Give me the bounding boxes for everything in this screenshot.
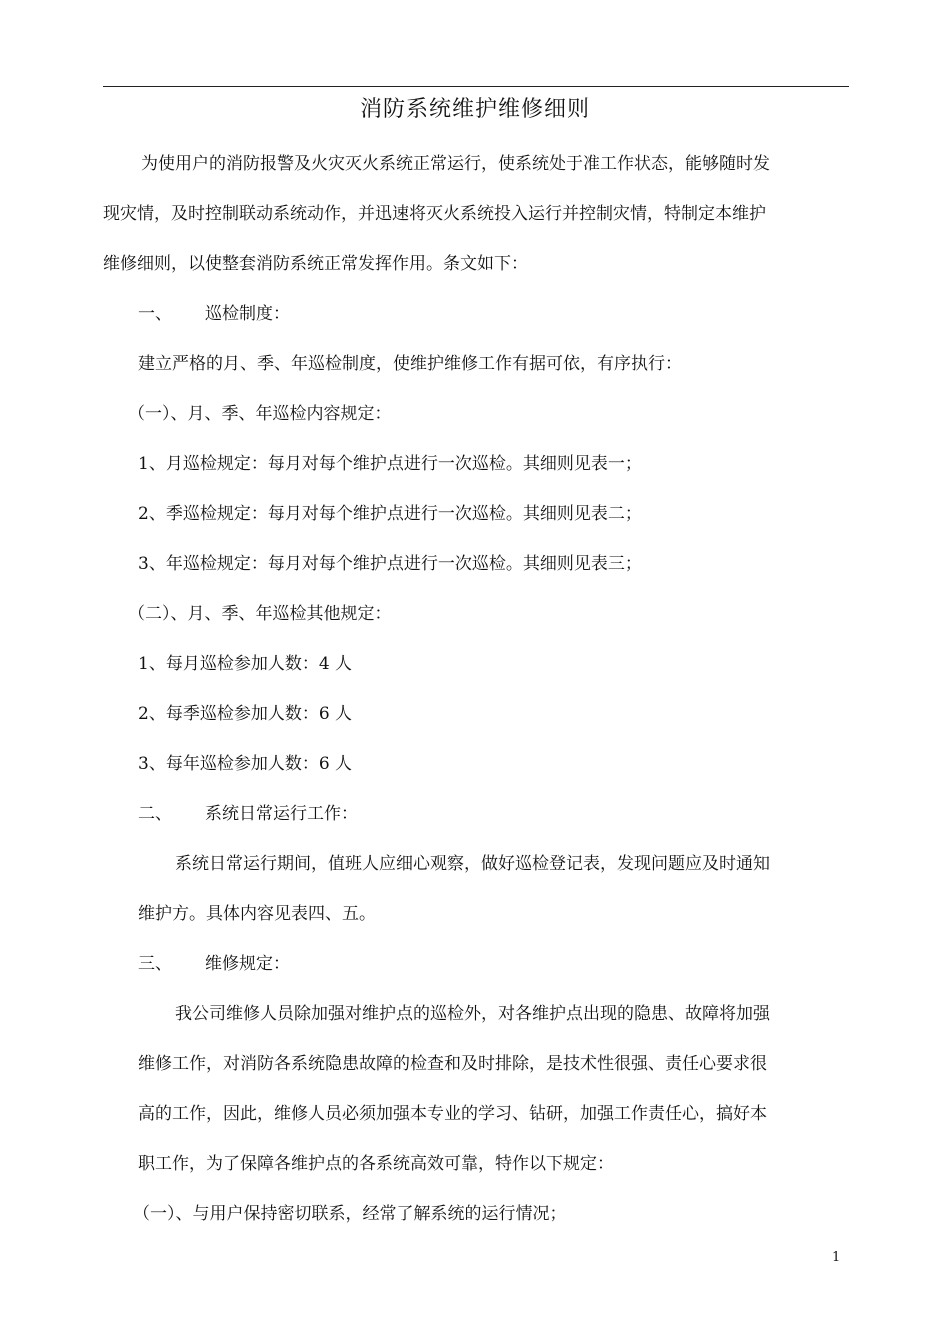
para-intro-line-1: 为使用户的消防报警及火灾灭火系统正常运行，使系统处于准工作状态，能够随时发 <box>141 154 770 174</box>
item-annual-headcount: 3、每年巡检参加人数：6 人 <box>138 754 353 774</box>
para-intro-line-2: 现灾情，及时控制联动系统动作，并迅速将灭火系统投入运行并控制灾情，特制定本维护 <box>103 204 766 224</box>
section-1-intro: 建立严格的月、季、年巡检制度，使维护维修工作有据可依，有序执行： <box>138 354 682 374</box>
section-1-number: 一、 <box>138 304 172 324</box>
item-monthly-inspection: 1、月巡检规定：每月对每个维护点进行一次巡检。其细则见表一； <box>138 454 642 474</box>
section-3-body-line-4: 职工作，为了保障各维护点的各系统高效可靠，特作以下规定： <box>138 1154 614 1174</box>
section-3-body-line-1: 我公司维修人员除加强对维护点的巡检外，对各维护点出现的隐患、故障将加强 <box>175 1004 770 1024</box>
section-2-body-line-1: 系统日常运行期间，值班人应细心观察，做好巡检登记表，发现问题应及时通知 <box>175 854 770 874</box>
section-2-body-line-2: 维护方。具体内容见表四、五。 <box>138 904 376 924</box>
page-number: 1 <box>832 1250 841 1265</box>
item-monthly-headcount: 1、每月巡检参加人数：4 人 <box>138 654 353 674</box>
section-3-body-line-3: 高的工作，因此，维修人员必须加强本专业的学习、钻研，加强工作责任心，搞好本 <box>138 1104 767 1124</box>
section-3-heading: 维修规定： <box>205 954 290 974</box>
section-2-heading: 系统日常运行工作： <box>205 804 358 824</box>
section-1-heading: 巡检制度： <box>205 304 290 324</box>
section-3-subsection-1: （一）、与用户保持密切联系，经常了解系统的运行情况； <box>133 1204 567 1224</box>
section-3-number: 三、 <box>138 954 172 974</box>
item-quarterly-headcount: 2、每季巡检参加人数：6 人 <box>138 704 353 724</box>
document-title: 消防系统维护维修细则 <box>359 97 590 122</box>
para-intro-line-3: 维修细则，以使整套消防系统正常发挥作用。条文如下： <box>103 254 528 274</box>
header-rule <box>103 86 849 87</box>
section-2-number: 二、 <box>138 804 172 824</box>
item-quarterly-inspection: 2、季巡检规定：每月对每个维护点进行一次巡检。其细则见表二； <box>138 504 642 524</box>
subsection-1-heading: （一）、月、季、年巡检内容规定： <box>128 404 392 424</box>
subsection-2-heading: （二）、月、季、年巡检其他规定： <box>128 604 392 624</box>
item-annual-inspection: 3、年巡检规定：每月对每个维护点进行一次巡检。其细则见表三； <box>138 554 642 574</box>
section-3-body-line-2: 维修工作，对消防各系统隐患故障的检查和及时排除，是技术性很强、责任心要求很 <box>138 1054 767 1074</box>
